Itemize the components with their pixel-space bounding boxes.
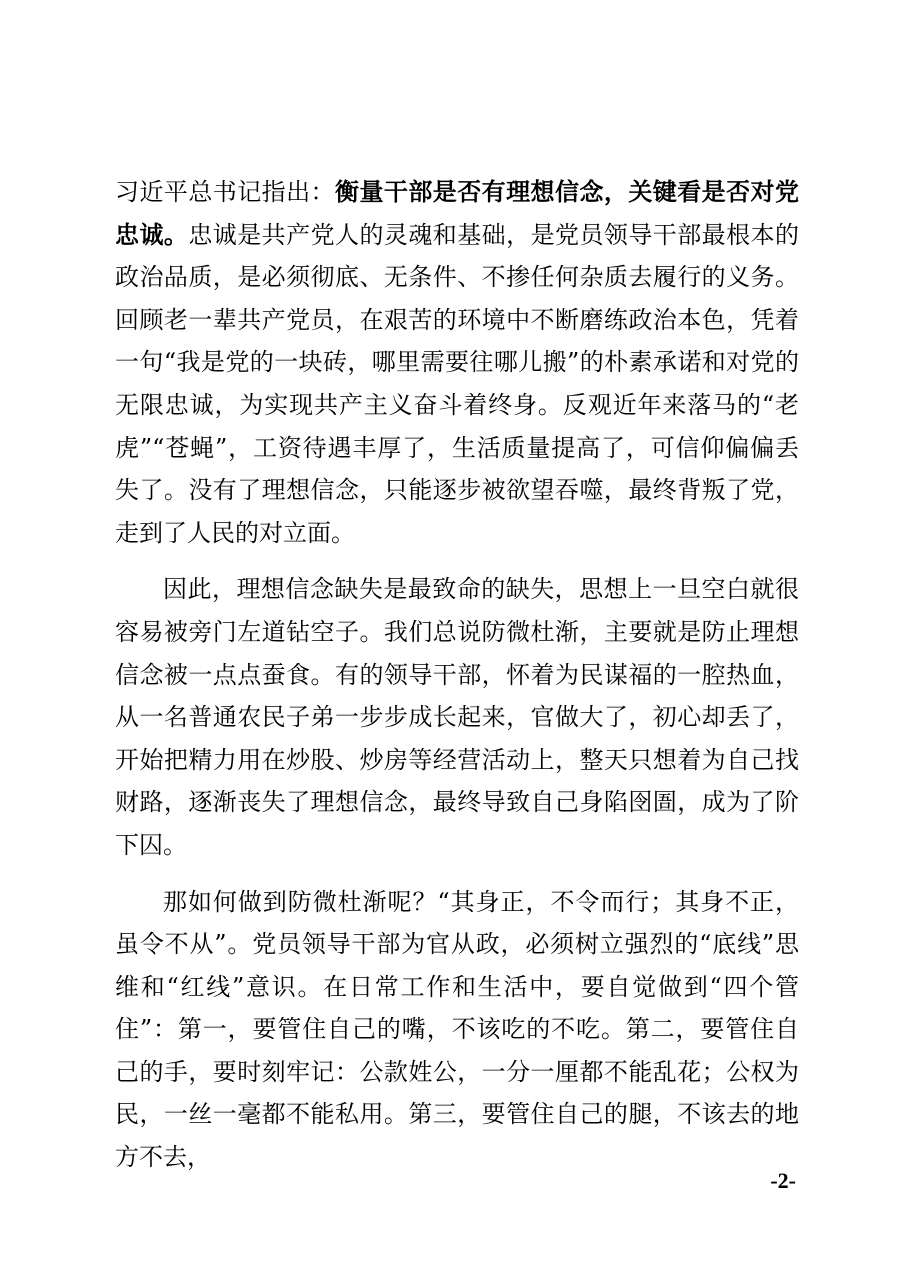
paragraph-1-rest: 忠诚是共产党人的灵魂和基础，是党员领导干部最根本的政治品质，是必须彻底、无条件、不掺任何杂质去履行的义务。回顾老一辈共产党员，在艰苦的环境中不断磨练政治本色，凭着一句“我是党的一块砖，哪里需要往哪儿搬”的朴素承诺和对党的无限忠诚，为实现共产主义奋斗着终身。反观近年来落马的“老虎”“苍蝇”，工资待遇丰厚了，生活质量提高了，可信仰偏偏丢失了。没有了理想信念，只能逐步被欲望吞噬，最终背叛了党，走到了人民的对立面。 bbox=[115, 220, 800, 547]
body-text bbox=[115, 171, 799, 1179]
page-number: -2- bbox=[770, 1168, 796, 1193]
paragraph-1-bold-quote: 衡量干部是否有理想信念，关键看是否对党忠诚。 bbox=[115, 178, 799, 249]
paragraph-1-prefix: 习近平总书记指出： bbox=[115, 178, 335, 206]
paragraph-1 bbox=[115, 171, 799, 554]
paragraph-3: 那如何做到防微杜渐呢？“其身正，不令而行；其身不正，虽令不从”。党员领导干部为官从政，必须树立强烈的“底线”思维和“红线”意识。在日常工作和生活中，要自觉做到“四个管住”：第一，要管住自己的嘴，不该吃的不吃。第二，要管住自己的手，要时刻牢记：公款姓公，一分一厘都不能乱花；公权为民，一丝一毫都不能私用。第三，要管住自己的腿，不该去的地方不去， bbox=[115, 887, 799, 1172]
paragraph-2: 因此，理想信念缺失是最致命的缺失，思想上一旦空白就很容易被旁门左道钻空子。我们总说防微杜渐，主要就是防止理想信念被一点点蚕食。有的领导干部，怀着为民谋福的一腔热血，从一名普通农民子弟一步步成长起来，官做大了，初心却丢了，开始把精力用在炒股、炒房等经营活动上，整天只想着为自己找财路，逐渐丧失了理想信念，最终导致自己身陷囹圄，成为了阶下囚。 bbox=[115, 575, 799, 859]
